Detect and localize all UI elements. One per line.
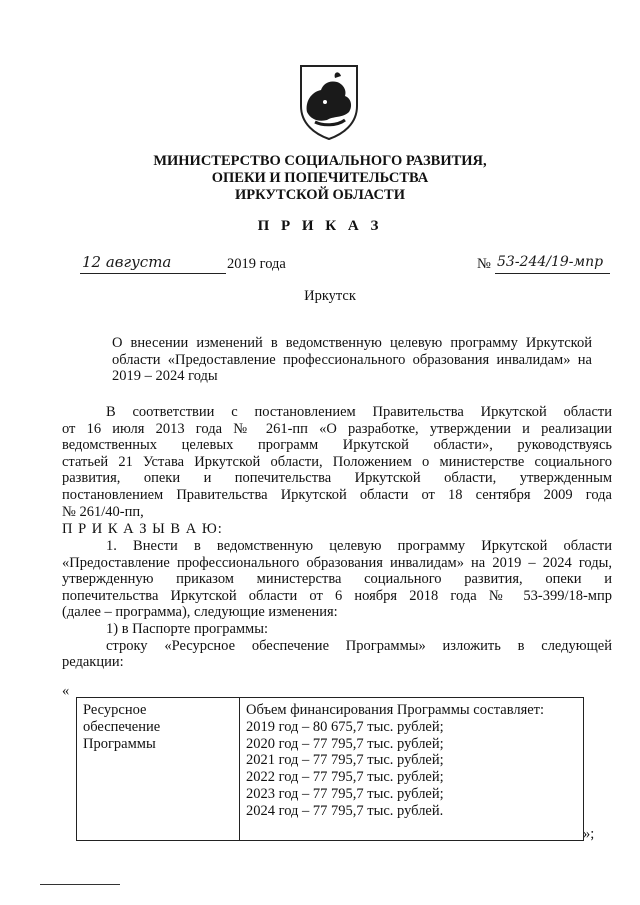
value-line: 2021 год – 77 795,7 тыс. рублей; — [246, 752, 444, 769]
preamble-line: развития, опеки и попечительства Иркутской области, утвержденным — [62, 470, 612, 487]
item-line: строку «Ресурсное обеспечение Программы» изложить в следующей — [106, 637, 612, 654]
ministry-name-line-2: ОПЕКИ И ПОПЕЧИТЕЛЬСТВА — [211, 170, 429, 186]
subject-line: 2019 – 2024 годы — [112, 368, 218, 385]
item-line: попечительства Иркутской области от 6 ноября 2018 года № 53-399/18-мпр — [62, 587, 612, 604]
item-line: «Предоставление профессионального образования инвалидам» на 2019 – 2024 годы, — [62, 554, 612, 571]
coat-of-arms-emblem — [297, 62, 361, 142]
preamble-block — [62, 404, 612, 520]
value-line: Объем финансирования Программы составляет: — [246, 702, 545, 718]
preamble-line: В соответствии с постановлением Правительства Иркутской области — [106, 404, 612, 420]
value-line: 2022 год – 77 795,7 тыс. рублей; — [246, 769, 444, 786]
year-text: 2019 года — [227, 256, 286, 272]
number-prefix: № — [477, 256, 491, 272]
handwritten-date: 12 августа — [82, 253, 172, 271]
item-subpoint: 1) в Паспорте программы: — [106, 620, 268, 637]
preamble-line: постановлением Правительства Иркутской области от 18 сентября 2009 года — [62, 486, 612, 503]
ministry-name-line-1: МИНИСТЕРСТВО СОЦИАЛЬНОГО РАЗВИТИЯ, — [153, 153, 487, 169]
preamble-line: от 16 июля 2013 года № 261-пп «О разработке, утверждении и реализации — [62, 420, 612, 437]
preamble-line: ведомственных целевых программ Иркутской области», руководствуясь — [62, 437, 612, 454]
date-field — [80, 253, 226, 274]
item-line: 1. Внести в ведомственную целевую программу Иркутской области — [106, 538, 612, 554]
label-line: Ресурсное — [83, 702, 147, 718]
table-row — [77, 698, 584, 841]
item-line: редакции: — [62, 654, 124, 671]
handwritten-number: 53-244/19-мпр — [497, 254, 604, 270]
preamble-line: статьей 21 Устава Иркутской области, Положением о министерстве социального — [62, 453, 612, 470]
resource-table — [76, 697, 584, 841]
item-line: утвержденную приказом министерства социального развития, опеки и — [62, 571, 612, 588]
item-1-block — [62, 538, 612, 671]
subject-block — [112, 335, 592, 385]
ministry-name-line-3: ИРКУТСКОЙ ОБЛАСТИ — [235, 187, 405, 203]
quote-close: »; — [583, 826, 595, 842]
city: Иркутск — [304, 288, 356, 304]
number-field — [495, 253, 610, 274]
footnote-divider — [40, 884, 120, 885]
value-line: 2020 год – 77 795,7 тыс. рублей; — [246, 735, 444, 752]
label-line: Программы — [83, 735, 156, 752]
quote-open: « — [62, 683, 70, 699]
table-cell-label — [77, 698, 240, 841]
subject-line: области «Предоставление профессионального образования инвалидам» на — [112, 351, 592, 368]
table-cell-value — [240, 698, 584, 841]
label-line: обеспечение — [83, 718, 161, 735]
document-type: П Р И К А З — [257, 218, 383, 234]
preamble-line: № 261/40-пп, — [62, 503, 144, 520]
value-line: 2024 год – 77 795,7 тыс. рублей. — [246, 802, 444, 819]
subject-line: О внесении изменений в ведомственную целевую программу Иркутской — [112, 335, 592, 351]
item-line: (далее – программа), следующие изменения: — [62, 604, 338, 621]
value-line: 2019 год – 80 675,7 тыс. рублей; — [246, 718, 444, 735]
value-line: 2023 год – 77 795,7 тыс. рублей; — [246, 785, 444, 802]
order-word: П Р И К А З Ы В А Ю: — [62, 521, 223, 537]
